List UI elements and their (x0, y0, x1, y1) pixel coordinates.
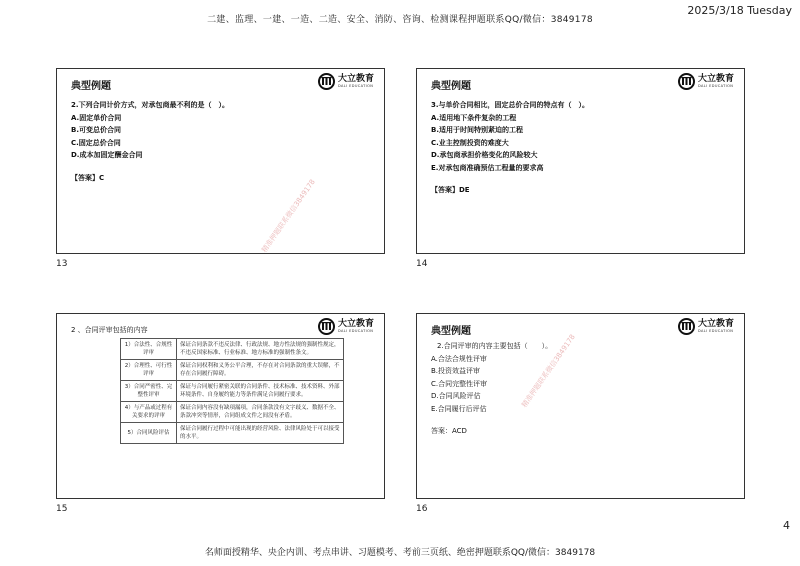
option-c: C.业主控制投资的难度大 (431, 138, 509, 147)
footer-contact-banner: 名师面授精华、央企内训、考点串讲、习题模考、考前三页纸、绝密押题联系QQ/微信：3849178 (204, 548, 596, 558)
slide-title: 典型例题 (71, 81, 111, 92)
dali-logo-icon (678, 318, 695, 335)
slide-14 (416, 68, 745, 254)
logo-cn-text: 大立教育 (337, 74, 374, 84)
slide-number: 15 (56, 504, 68, 514)
question-stem: 3.与单价合同相比，固定总价合同的特点有（ ）。 (431, 101, 590, 109)
option-d: D.承包商承担价格变化的风险较大 (431, 151, 538, 159)
slide-title: 典型例题 (431, 326, 471, 337)
answer-text: 【答案】C (71, 173, 105, 182)
slide-number: 14 (416, 259, 428, 269)
dali-logo-icon (318, 73, 335, 90)
option-c: C.合同完整性评审 (431, 379, 488, 388)
slide-16 (416, 313, 745, 499)
table-title: 2 、合同评审包括的内容 (71, 326, 148, 334)
option-e: E.合同履行后评估 (431, 404, 487, 413)
option-a: A.固定单价合同 (71, 113, 122, 122)
table-row (121, 360, 344, 381)
question-block (431, 99, 589, 197)
dali-logo (318, 318, 374, 335)
review-item: 1）合法性、合规性评审 (121, 339, 177, 360)
option-a: A.合法合规性评审 (431, 354, 487, 363)
option-d: D.合同风险评估 (431, 392, 481, 400)
review-item: 5）合同风险评估 (121, 423, 177, 444)
option-d: D.成本加固定酬金合同 (71, 151, 143, 159)
dali-logo-icon (318, 318, 335, 335)
dali-logo-icon (678, 73, 695, 90)
question-block (71, 99, 229, 184)
review-description: 保证合同权利和义务公平合理，不存在对合同条款的重大误解，不存在合同履行障碍。 (177, 360, 344, 381)
dali-logo (318, 73, 374, 90)
review-item: 2）合理性、可行性评审 (121, 360, 177, 381)
page-number: 4 (783, 519, 790, 532)
review-description: 保证合同履行过程中可能出现的经营风险、法律风险处于可以接受的水平。 (177, 423, 344, 444)
logo-cn-text: 大立教育 (337, 319, 374, 329)
option-e: E.对承包商准确预估工程量的要求高 (431, 163, 544, 172)
logo-cn-text: 大立教育 (697, 319, 734, 329)
review-description: 保证合同条款不违反法律、行政法规、地方性法规的强制性规定，不违反国家标准、行业标准、地方标准的强制性条文。 (177, 339, 344, 360)
watermark-text: 精准押题联系微信3849178 (520, 332, 577, 410)
dali-logo (678, 73, 734, 90)
slide-15 (56, 313, 385, 499)
option-b: B.投资效益评审 (431, 367, 481, 375)
review-item: 3）合同严密性、完整性评审 (121, 381, 177, 402)
review-description: 保证合同内容没有缺项漏项，合同条款没有文字歧义、数据不全、条款冲突等情形，合同组成文件之间没有矛盾。 (177, 402, 344, 423)
slide-title: 典型例题 (431, 81, 471, 92)
dali-logo (678, 318, 734, 335)
table-row (121, 339, 344, 360)
answer-text: 【答案】DE (431, 186, 470, 194)
logo-cn-text: 大立教育 (697, 74, 734, 84)
option-b: B.可变总价合同 (71, 126, 121, 134)
contract-review-table (120, 338, 344, 444)
watermark-text: 精准押题联系微信3849178 (260, 177, 317, 255)
option-c: C.固定总价合同 (71, 138, 121, 147)
logo-en-text: DALI EDUCATION (697, 329, 734, 333)
option-b: B.适用于时间特别紧迫的工程 (431, 126, 523, 134)
question-stem: 2.下列合同计价方式，对承包商最不利的是（ ）。 (71, 101, 230, 109)
option-a: A.适用地下条件复杂的工程 (431, 113, 517, 122)
slide-number: 16 (416, 504, 428, 514)
logo-en-text: DALI EDUCATION (337, 84, 374, 88)
logo-en-text: DALI EDUCATION (697, 84, 734, 88)
slide-13 (56, 68, 385, 254)
table-row (121, 423, 344, 444)
header-contact-banner: 二建、监理、一建、一造、二造、安全、消防、咨询、检测课程押题联系QQ/微信：3849178 (207, 15, 593, 25)
logo-en-text: DALI EDUCATION (337, 329, 374, 333)
review-description: 保证与合同履行紧密关联的合同条件、技术标准、技术资料、外部环境条件、自身履约能力等条件满足合同履行要求。 (177, 381, 344, 402)
question-stem: 2.合同评审的内容主要包括（ ）。 (437, 342, 553, 350)
answer-text: 答案：ACD (431, 427, 467, 435)
table-row (121, 402, 344, 423)
review-item: 4）与产品或过程有关要求的评审 (121, 402, 177, 423)
slide-number: 13 (56, 259, 68, 269)
date-stamp: 2025/3/18 Tuesday (687, 4, 792, 17)
table-row (121, 381, 344, 402)
